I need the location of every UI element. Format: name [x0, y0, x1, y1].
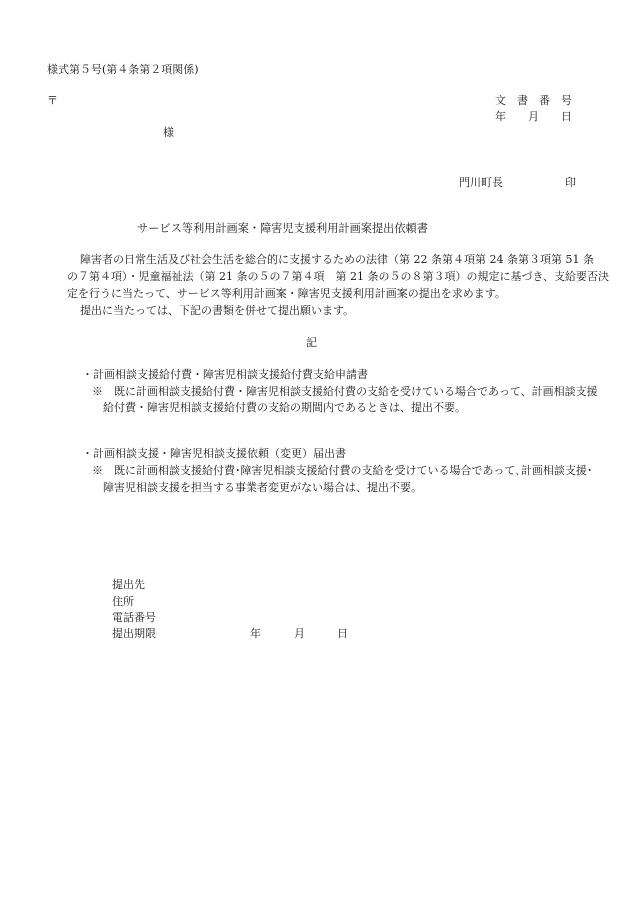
phone-label: 電話番号 — [112, 611, 156, 624]
item-note-line: 給付費・障害児相談支援給付費の支給の期間内であるときは、提出不要。 — [103, 401, 466, 414]
body-line: の７第４項）・児童福祉法（第 21 条の５の７第４項 第 21 条の５の８第３項）の規定に基づき、支給要否決 — [67, 270, 610, 283]
document-number-label: 文 書 番 号 — [495, 94, 572, 107]
body-line: 提出に当たっては、下記の書類を併せて提出願います。 — [80, 304, 355, 317]
deadline-label: 提出期限 — [112, 627, 156, 640]
sender-name: 門川町長 — [459, 176, 503, 189]
item-title: ・計画相談支援・障害児相談支援依頼（変更）届出書 — [82, 447, 346, 460]
destination-label: 提出先 — [112, 578, 145, 591]
address-label: 住所 — [112, 595, 134, 608]
body-line: 障害者の日常生活及び社会生活を総合的に支援するための法律（第 22 条第４項第 24 条第３項第 51 条 — [80, 253, 594, 266]
deadline-day: 日 — [337, 627, 348, 640]
item-note-line: 障害児相談支援を担当する事業者変更がない場合は、提出不要。 — [103, 481, 422, 494]
form-number: 様式第５号(第４条第２項関係) — [47, 63, 199, 76]
deadline-year: 年 — [250, 627, 261, 640]
date-label: 年 月 日 — [495, 110, 572, 123]
item-title: ・計画相談支援給付費・障害児相談支援給付費支給申請書 — [82, 368, 368, 381]
item-note-line: ※ 既に計画相談支援給付費･障害児相談支援給付費の支給を受けている場合であって､計画相談支援･ — [92, 464, 593, 477]
ki-heading: 記 — [306, 336, 317, 349]
item-note-line: ※ 既に計画相談支援給付費・障害児相談支援給付費の支給を受けている場合であって、計画相談支援 — [92, 385, 598, 398]
recipient-suffix: 様 — [163, 126, 174, 139]
seal-mark: 印 — [565, 176, 576, 189]
postal-mark: 〒 — [47, 94, 58, 107]
body-line: 定を行うに当たって、サービス等利用計画案・障害児支援利用計画案の提出を求めます。 — [67, 287, 506, 300]
deadline-month: 月 — [294, 627, 305, 640]
document-title: サービス等利用計画案・障害児支援利用計画案提出依頼書 — [137, 222, 428, 235]
